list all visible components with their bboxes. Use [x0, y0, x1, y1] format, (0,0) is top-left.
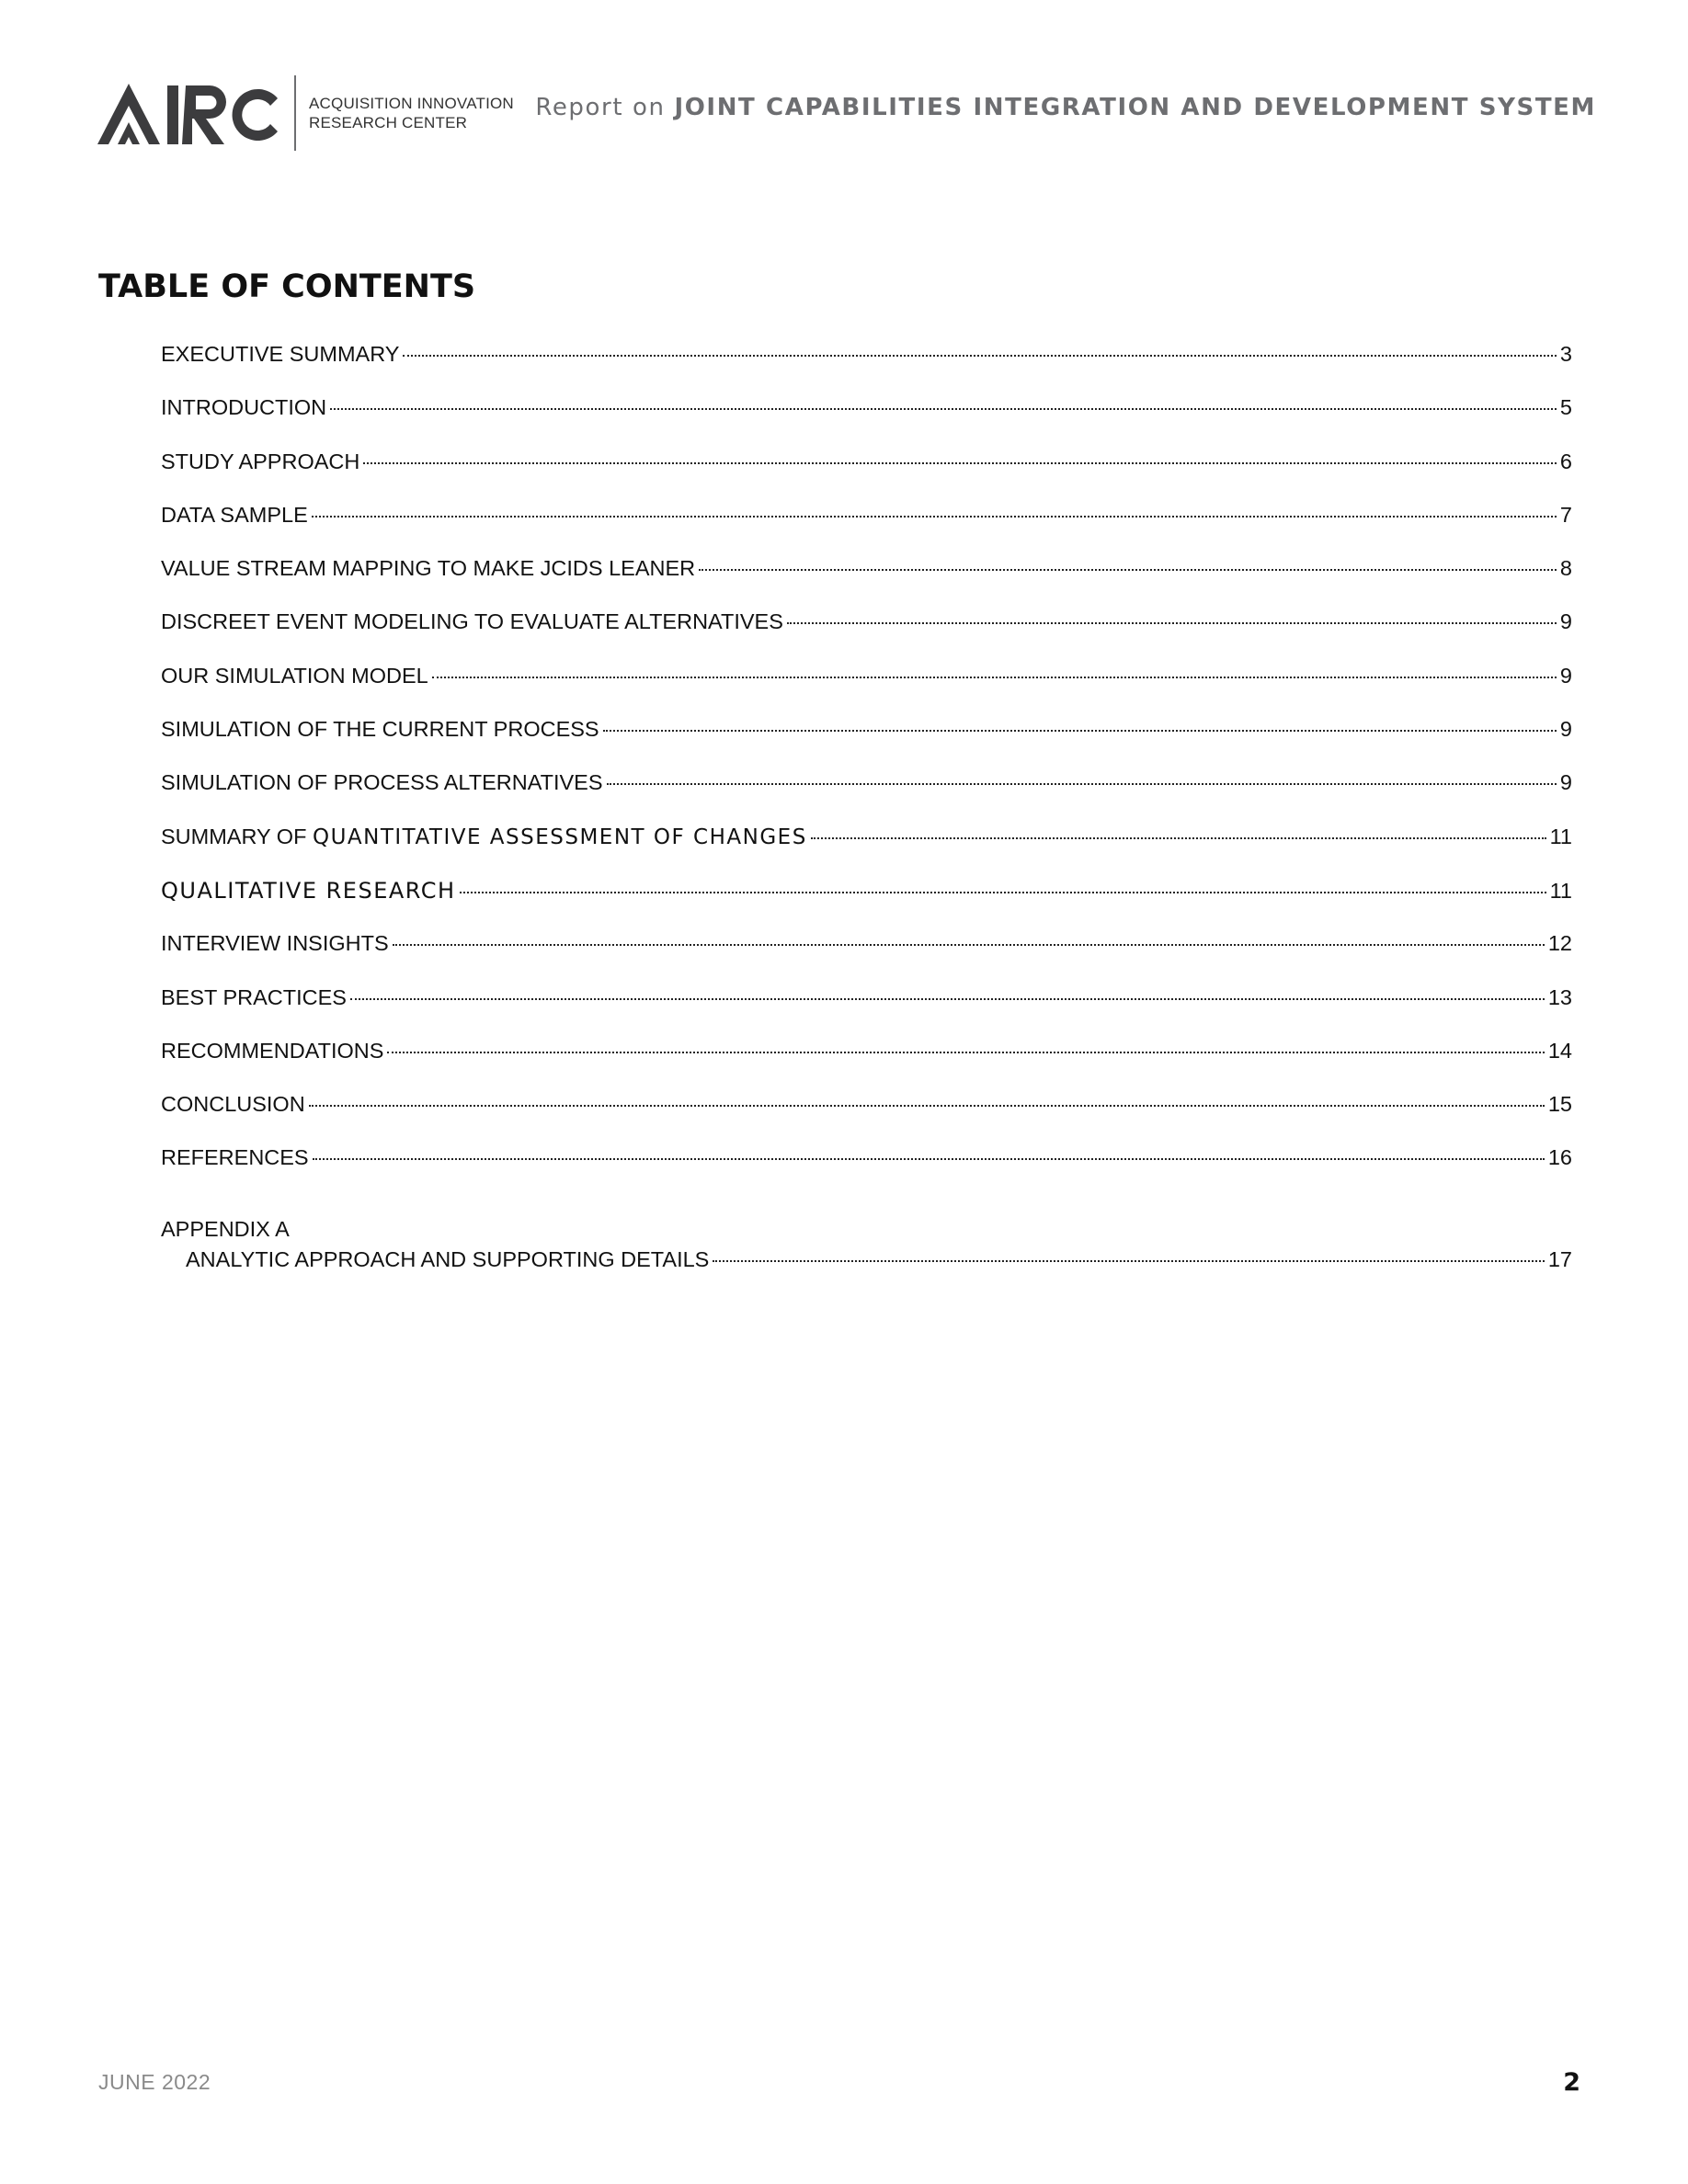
toc-entry-summary-quantitative-assessment[interactable] — [161, 825, 1572, 878]
logo-divider — [294, 75, 296, 151]
toc-entry-page: 11 — [1549, 824, 1572, 848]
dot-leader — [713, 1260, 1545, 1262]
toc-entry-label: SIMULATION OF PROCESS ALTERNATIVES — [161, 770, 603, 795]
page-header — [97, 72, 1596, 154]
toc-entry-recommendations[interactable] — [161, 1039, 1572, 1092]
logo-subtitle-line-1: ACQUISITION INNOVATION — [309, 95, 514, 112]
toc-entry-value-stream-mapping[interactable] — [161, 556, 1572, 609]
toc-entry-page: 8 — [1559, 556, 1572, 581]
toc-entry-label-part-b: QUANTITATIVE ASSESSMENT OF CHANGES — [312, 825, 807, 849]
appendix-heading: APPENDIX A — [161, 1216, 290, 1241]
toc-entry-simulation-current-process[interactable] — [161, 717, 1572, 770]
dot-leader — [432, 677, 1557, 678]
toc-entry-page: 11 — [1549, 878, 1572, 903]
toc-entry-page: 6 — [1559, 449, 1572, 473]
report-running-title — [535, 94, 1596, 121]
dot-leader — [607, 783, 1557, 785]
toc-entry-label: ANALYTIC APPROACH AND SUPPORTING DETAILS — [186, 1246, 710, 1271]
toc-entry-label: DISCREET EVENT MODELING TO EVALUATE ALTERNATIVES — [161, 609, 783, 634]
toc-entry-label: INTRODUCTION — [161, 395, 327, 420]
toc-entry-our-simulation-model[interactable] — [161, 664, 1572, 717]
toc-entry-label: RECOMMENDATIONS — [161, 1038, 384, 1063]
toc-entry-page: 12 — [1547, 931, 1572, 956]
report-title-prefix: Report on — [535, 94, 675, 121]
dot-leader — [313, 1158, 1545, 1160]
toc-entry-study-approach[interactable] — [161, 449, 1572, 503]
toc-entry-label: BEST PRACTICES — [161, 984, 347, 1009]
toc-entry-executive-summary[interactable] — [161, 342, 1572, 395]
toc-entry-appendix-analytic-approach[interactable] — [161, 1247, 1572, 1284]
toc-entry-simulation-process-alternatives[interactable] — [161, 770, 1572, 824]
toc-entry-page: 14 — [1547, 1038, 1572, 1063]
dot-leader — [350, 998, 1545, 1000]
dot-leader — [699, 569, 1557, 571]
toc-entry-qualitative-research[interactable] — [161, 878, 1572, 931]
toc-entry-page: 9 — [1559, 770, 1572, 795]
dot-leader — [330, 408, 1557, 410]
toc-entry-label: SIMULATION OF THE CURRENT PROCESS — [161, 717, 599, 742]
toc-heading: TABLE OF CONTENTS — [98, 268, 476, 305]
toc-entry-introduction[interactable] — [161, 395, 1572, 449]
toc-entry-page: 9 — [1559, 717, 1572, 742]
toc-entry-interview-insights[interactable] — [161, 931, 1572, 984]
toc-entry-page: 7 — [1559, 502, 1572, 527]
toc-entry-references[interactable] — [161, 1145, 1572, 1199]
toc-entry-label: OUR SIMULATION MODEL — [161, 663, 428, 688]
toc-entry-page: 9 — [1559, 609, 1572, 634]
dot-leader — [312, 516, 1557, 518]
toc-entry-label-part-a: SUMMARY OF — [161, 824, 313, 848]
toc-entry-page: 9 — [1559, 663, 1572, 688]
toc-entry-label: QUALITATIVE RESEARCH — [161, 877, 456, 904]
toc-entry-page: 13 — [1547, 984, 1572, 1009]
report-title-main: JOINT CAPABILITIES INTEGRATION AND DEVELOPMENT SYSTEM — [674, 94, 1596, 121]
footer-page-number: 2 — [1563, 2068, 1580, 2097]
toc-entry-label: EXECUTIVE SUMMARY — [161, 342, 400, 366]
dot-leader — [603, 730, 1557, 732]
toc-entry-label: INTERVIEW INSIGHTS — [161, 931, 389, 956]
toc-entry-data-sample[interactable] — [161, 503, 1572, 556]
toc-entry-best-practices[interactable] — [161, 985, 1572, 1039]
dot-leader — [363, 462, 1557, 464]
toc-entry-page: 3 — [1559, 342, 1572, 366]
toc-entry-conclusion[interactable] — [161, 1092, 1572, 1145]
toc-entry-page: 17 — [1547, 1246, 1572, 1271]
toc-entry-page: 5 — [1559, 395, 1572, 420]
table-of-contents — [161, 342, 1572, 1284]
dot-leader — [460, 892, 1546, 893]
logo-subtitle — [309, 94, 514, 132]
footer-date: JUNE 2022 — [98, 2070, 211, 2094]
toc-entry-label: VALUE STREAM MAPPING TO MAKE JCIDS LEANER — [161, 556, 696, 581]
dot-leader — [403, 355, 1557, 357]
toc-entry-label: DATA SAMPLE — [161, 502, 308, 527]
toc-entry-page: 15 — [1547, 1092, 1572, 1117]
dot-leader — [309, 1105, 1545, 1107]
airc-logo-mark — [97, 80, 281, 146]
dot-leader — [387, 1052, 1544, 1053]
toc-entry-label — [161, 825, 807, 849]
logo-subtitle-line-2: RESEARCH CENTER — [309, 114, 468, 131]
toc-entry-label: STUDY APPROACH — [161, 449, 360, 473]
toc-entry-page: 16 — [1547, 1145, 1572, 1170]
dot-leader — [787, 622, 1557, 624]
airc-logo — [97, 72, 514, 154]
toc-entry-label: CONCLUSION — [161, 1092, 305, 1117]
dot-leader — [811, 837, 1546, 839]
toc-entry-discreet-event-modeling[interactable] — [161, 609, 1572, 663]
toc-entry-label: REFERENCES — [161, 1145, 309, 1170]
toc-appendix-section — [161, 1211, 1572, 1284]
dot-leader — [393, 944, 1545, 946]
